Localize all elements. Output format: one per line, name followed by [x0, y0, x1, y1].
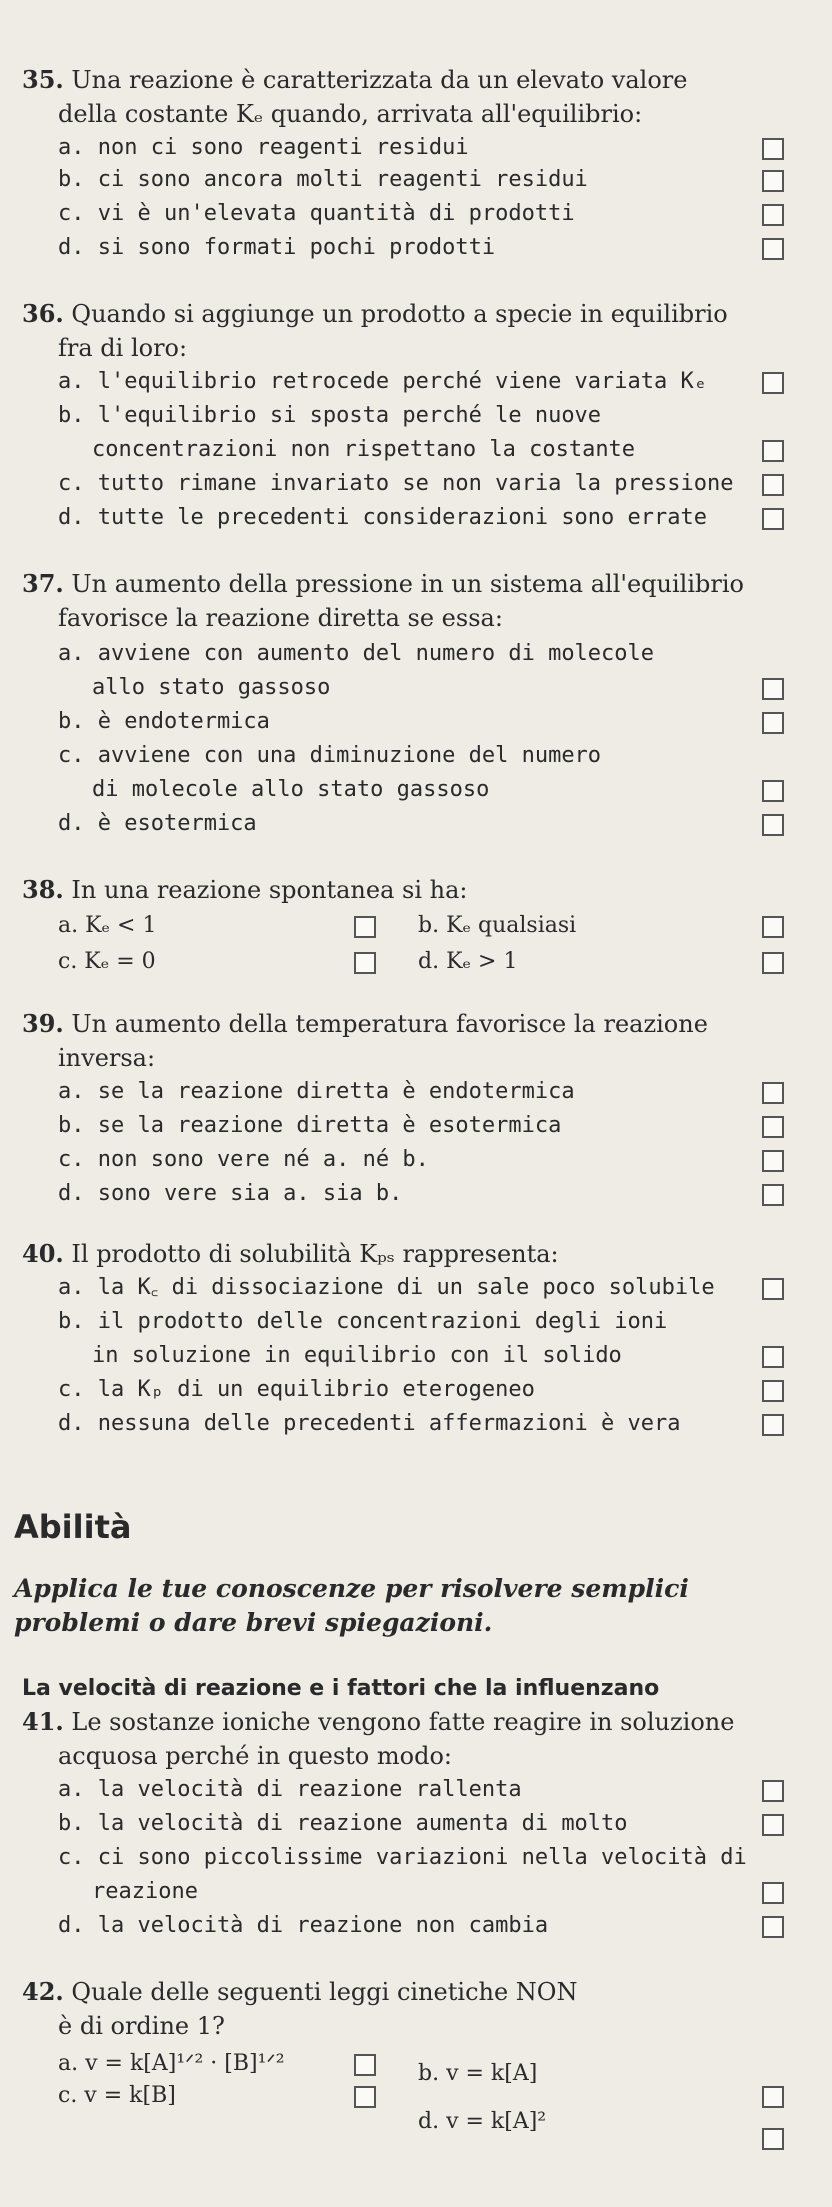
q39-checkbox-c[interactable] — [762, 1150, 784, 1172]
q37-option-a-line2: allo stato gassoso — [92, 675, 331, 700]
q42-checkbox-c[interactable] — [354, 2086, 376, 2108]
q36-stem-text: Quando si aggiunge un prodotto a specie in equilibrio — [71, 300, 728, 328]
q41-option-c-line2: reazione — [92, 1879, 198, 1904]
q37-stem-line2: favorisce la reazione diretta se essa: — [58, 604, 503, 632]
q42-option-a: a. v = k[A]¹ᐟ² · [B]¹ᐟ² — [58, 2051, 285, 2076]
q42-checkbox-d[interactable] — [762, 2128, 784, 2150]
q41-option-d: d. la velocità di reazione non cambia — [58, 1913, 549, 1938]
q36-checkbox-c[interactable] — [762, 474, 784, 496]
q36-checkbox-d[interactable] — [762, 508, 784, 530]
q42-option-b: b. v = k[A] — [418, 2061, 538, 2086]
q37-option-c-line2: di molecole allo stato gassoso — [92, 777, 490, 802]
q36-checkbox-b[interactable] — [762, 440, 784, 462]
q36-checkbox-a[interactable] — [762, 372, 784, 394]
q41-number: 41. — [22, 1707, 64, 1736]
q39-checkbox-b[interactable] — [762, 1116, 784, 1138]
q35-checkbox-b[interactable] — [762, 170, 784, 192]
q40-checkbox-d[interactable] — [762, 1414, 784, 1436]
q40-checkbox-b[interactable] — [762, 1346, 784, 1368]
section-subtitle: La velocità di reazione e i fattori che la influenzano — [22, 1676, 660, 1701]
q41-stem-line1 — [22, 1708, 734, 1736]
q36-option-b-line1: b. l'equilibrio si sposta perché le nuove — [58, 403, 602, 428]
q37-stem-text: Un aumento della pressione in un sistema all'equilibrio — [71, 570, 744, 598]
q36-option-d: d. tutte le precedenti considerazioni sono errate — [58, 505, 708, 530]
q39-option-c: c. non sono vere né a. né b. — [58, 1147, 429, 1172]
q41-stem-line2: acquosa perché in questo modo: — [58, 1742, 452, 1770]
q39-checkbox-a[interactable] — [762, 1082, 784, 1104]
q37-option-a-line1: a. avviene con aumento del numero di molecole — [58, 641, 655, 666]
q35-checkbox-a[interactable] — [762, 138, 784, 160]
q37-option-d: d. è esotermica — [58, 811, 257, 836]
q42-option-c: c. v = k[B] — [58, 2083, 176, 2108]
q40-stem-text: Il prodotto di solubilità Kₚₛ rappresenta: — [71, 1240, 559, 1268]
q37-checkbox-b[interactable] — [762, 712, 784, 734]
q37-checkbox-c[interactable] — [762, 780, 784, 802]
q39-option-d: d. sono vere sia a. sia b. — [58, 1181, 403, 1206]
q38-checkbox-a[interactable] — [354, 916, 376, 938]
q41-option-b: b. la velocità di reazione aumenta di molto — [58, 1811, 628, 1836]
q39-number: 39. — [22, 1009, 64, 1038]
q37-number: 37. — [22, 569, 64, 598]
q37-option-c-line1: c. avviene con una diminuzione del numero — [58, 743, 602, 768]
q38-option-c: c. Kₑ = 0 — [58, 949, 156, 974]
q41-checkbox-d[interactable] — [762, 1916, 784, 1938]
q36-option-a: a. l'equilibrio retrocede perché viene variata Kₑ — [58, 369, 708, 394]
q35-stem-line2: della costante Kₑ quando, arrivata all'equilibrio: — [58, 100, 643, 128]
section-intro-line1: Applica le tue conoscenze per risolvere semplici — [14, 1574, 689, 1603]
q35-stem-text: Una reazione è caratterizzata da un elevato valore — [71, 66, 688, 94]
q40-stem-line1 — [22, 1240, 559, 1268]
q38-stem-line1 — [22, 876, 467, 904]
q40-option-a: a. la K꜀ di dissociazione di un sale poco solubile — [58, 1275, 715, 1300]
q35-option-b: b. ci sono ancora molti reagenti residui — [58, 167, 588, 192]
q38-option-b: b. Kₑ qualsiasi — [418, 913, 577, 938]
q38-checkbox-c[interactable] — [354, 952, 376, 974]
section-title: Abilità — [14, 1508, 132, 1546]
q35-option-c: c. vi è un'elevata quantità di prodotti — [58, 201, 575, 226]
q42-checkbox-b[interactable] — [762, 2086, 784, 2108]
q35-stem-line1 — [22, 66, 687, 94]
q39-stem-line1 — [22, 1010, 708, 1038]
q40-option-c: c. la Kₚ di un equilibrio eterogeneo — [58, 1377, 535, 1402]
q35-checkbox-c[interactable] — [762, 204, 784, 226]
q41-checkbox-c[interactable] — [762, 1882, 784, 1904]
q41-option-a: a. la velocità di reazione rallenta — [58, 1777, 522, 1802]
q36-option-c: c. tutto rimane invariato se non varia la pressione — [58, 471, 734, 496]
q39-option-b: b. se la reazione diretta è esotermica — [58, 1113, 562, 1138]
q35-option-a: a. non ci sono reagenti residui — [58, 135, 469, 160]
q42-stem-text: Quale delle seguenti leggi cinetiche NON — [71, 1978, 578, 2006]
q37-checkbox-d[interactable] — [762, 814, 784, 836]
q38-stem-text: In una reazione spontanea si ha: — [71, 876, 468, 904]
q36-stem-line1 — [22, 300, 728, 328]
q41-checkbox-a[interactable] — [762, 1780, 784, 1802]
q37-checkbox-a[interactable] — [762, 678, 784, 700]
q39-checkbox-d[interactable] — [762, 1184, 784, 1206]
q42-checkbox-a[interactable] — [354, 2054, 376, 2076]
q38-option-a: a. Kₑ < 1 — [58, 913, 157, 938]
q40-checkbox-a[interactable] — [762, 1278, 784, 1300]
q40-option-b-line2: in soluzione in equilibrio con il solido — [92, 1343, 622, 1368]
q36-option-b-line2: concentrazioni non rispettano la costante — [92, 437, 636, 462]
q41-stem-text: Le sostanze ioniche vengono fatte reagire in soluzione — [71, 1708, 735, 1736]
q41-option-c-line1: c. ci sono piccolissime variazioni nella velocità di — [58, 1845, 747, 1870]
q41-checkbox-b[interactable] — [762, 1814, 784, 1836]
q39-stem-line2: inversa: — [58, 1044, 156, 1072]
q35-option-d: d. si sono formati pochi prodotti — [58, 235, 496, 260]
q40-checkbox-c[interactable] — [762, 1380, 784, 1402]
q37-stem-line1 — [22, 570, 744, 598]
q42-stem-line2: è di ordine 1? — [58, 2012, 225, 2040]
q35-checkbox-d[interactable] — [762, 238, 784, 260]
q42-stem-line1 — [22, 1978, 577, 2006]
q40-option-b-line1: b. il prodotto delle concentrazioni degli ioni — [58, 1309, 668, 1334]
q35-number: 35. — [22, 65, 64, 94]
q38-checkbox-b[interactable] — [762, 916, 784, 938]
q40-number: 40. — [22, 1239, 64, 1268]
q38-checkbox-d[interactable] — [762, 952, 784, 974]
q39-option-a: a. se la reazione diretta è endotermica — [58, 1079, 575, 1104]
q36-stem-line2: fra di loro: — [58, 334, 188, 362]
q42-option-d: d. v = k[A]² — [418, 2109, 547, 2134]
q40-option-d: d. nessuna delle precedenti affermazioni è vera — [58, 1411, 681, 1436]
q38-option-d: d. Kₑ > 1 — [418, 949, 518, 974]
section-intro-line2: problemi o dare brevi spiegazioni. — [14, 1608, 493, 1637]
q36-number: 36. — [22, 299, 64, 328]
q37-option-b: b. è endotermica — [58, 709, 270, 734]
q42-number: 42. — [22, 1977, 64, 2006]
q38-number: 38. — [22, 875, 64, 904]
q39-stem-text: Un aumento della temperatura favorisce la reazione — [71, 1010, 708, 1038]
